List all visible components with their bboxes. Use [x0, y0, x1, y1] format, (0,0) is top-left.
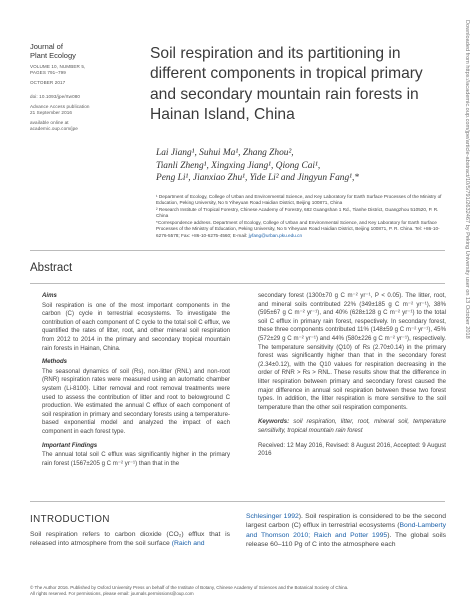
findings-heading: Important Findings — [42, 441, 98, 449]
permissions-line: All rights reserved. For permissions, please email: journals.permissions@oup.com — [30, 591, 194, 596]
author-line: Peng Li¹, Jianxiao Zhu¹, Yide Li² and Jingyun Fang¹,* — [156, 173, 359, 184]
intro-text: Soil respiration refers to carbon dioxide (CO₂) efflux that is released into atmosphere from the soil surface — [30, 531, 230, 548]
received-dates: Received: 12 May 2016, Revised: 8 August 2016, Accepted: 9 August 2016 — [258, 441, 446, 458]
findings-text-right: secondary forest (1300±70 g C m⁻² yr⁻¹, P < 0.05). The litter, root, and mineral soils contributed 22% (349±185 g C m⁻² yr⁻¹), 38% (595±67 g C m⁻² yr⁻¹), and 40% (628±128 g C m⁻² yr⁻¹) to the total soil C efflux in primary rain forest, respectively. In secondary forest, these three components contributed 11% (148±59 g C m⁻² yr⁻¹), 45% (572±29 g C m⁻² yr⁻¹) and 44% (580±226 g C m⁻² yr⁻¹), respectively. The temperature sensitivity (Q10) of Rs (2.70±0.14) in the primary forest was significantly higher than that in the secondary forest (2.34±0.12), with the Q10 values for respiration decreasing in the order of RNR > Rs > RNL. These results show that the difference in litter respiration between primary and secondary forest caused the major difference in annual soil respiration between these two forest types. In addition, the litter respiration is more sensitive to the soil temperature than the other soil respiration components. — [258, 292, 446, 411]
intro-text: ). The global soils release 60–110 Pg of C into the atmosphere each — [246, 531, 446, 549]
correspondence-text: *Correspondence address. Department of Ecology, College of Urban and Environmental Science, and Key Laboratory for Earth Surface Processes of the Ministry of Education, Peking University, No 5 Yiheyuan Road Haidian District, Beijing 100871, P. R. China. Tel: +86-10-6276-5578; Fax: +86-10-6275-4560; E-mail: — [156, 220, 440, 238]
copyright-line: © The Author 2016. Published by Oxford University Press on behalf of the Institute of Botany, Chinese Academy of Sciences and the Botanical Society of China. — [30, 585, 349, 590]
abstract-right-column — [258, 292, 446, 459]
journal-label: Journal of — [30, 42, 63, 51]
doi[interactable]: doi: 10.1093/jpe/rtw080 — [30, 93, 81, 99]
journal-url[interactable]: academic.oup.com/jpe — [30, 126, 78, 132]
journal-sidebar — [30, 42, 125, 133]
email-link[interactable]: jyfang@urban.pku.edu.cn — [248, 232, 303, 238]
correspondence — [156, 220, 446, 238]
affiliations — [156, 194, 446, 240]
methods-text: The seasonal dynamics of soil (Rs), non-litter (RNL) and non-root (RNR) respiration rates were measured using an automatic chamber system (Li-8100). Litter removal and root removal treatments were used to assess the contribution of litter and root to belowground C production. We estimated the annual C efflux of each component of soil respiration in primary and secondary forests using a temperature-based exponential model and analyzed the impact of each component in each forest type. — [42, 367, 230, 435]
aims-text: Soil respiration is one of the most important components in the carbon (C) cycle in terrestrial ecosystems. To investigate the contribution of each component of C cycle to the total soil C efflux, we quantified the rates of litter, root, and other mineral soil respiration from 2012 to 2014 in the primary and secondary tropical mountain rain forests in Hainan, China. — [42, 301, 230, 352]
abstract-heading: Abstract — [30, 262, 73, 274]
intro-right-column — [246, 512, 446, 550]
divider — [30, 283, 445, 284]
volume-info: VOLUME 10, NUMBER 5, — [30, 64, 86, 69]
citation-link[interactable]: Schlesinger 1992 — [246, 513, 299, 520]
advance-access-date: 21 September 2016 — [30, 110, 73, 116]
article-title: Soil respiration and its partitioning in different components in tropical primary and secondary mountain rain forests in Hainan Island, China — [150, 45, 423, 124]
journal-name: Plant Ecology — [30, 51, 76, 60]
citation-link[interactable]: Bond-Lamberty and Thomson 2010; Raich and Potter 1995 — [246, 522, 446, 539]
keywords-text: soil respiration, litter, root, mineral soil, temperature sensitivity, tropical mountain rain forest — [258, 418, 446, 434]
download-stamp-text: Downloaded from https://academic.oup.com/jpe/article-abstract/10/5/791/2632467 by Peking University user on 13 October 2018 — [464, 20, 470, 339]
advance-access-label: Advance Access publication — [30, 103, 90, 109]
issue-date: OCTOBER 2017 — [30, 80, 66, 86]
pages-info: PAGES 791–799 — [30, 70, 66, 76]
available-online-label: available online at — [30, 120, 69, 126]
intro-text: ). Soil respiration is considered to be the second largest carbon (C) efflux in terrestrial ecosystems ( — [246, 513, 446, 530]
download-stamp — [462, 20, 472, 592]
keywords — [258, 418, 446, 435]
aims-heading: Aims — [42, 292, 57, 299]
abstract-left-column — [42, 292, 230, 473]
divider — [30, 501, 445, 502]
intro-left-column — [30, 530, 230, 549]
affiliation-1: ¹ Department of Ecology, College of Urban and Environmental Science, and Key Laboratory for Earth Surface Processes of the Ministry of Education, Peking University, No 5 Yiheyuan Road Haidian District, Beijing 100871, China — [156, 194, 442, 206]
methods-heading: Methods — [42, 358, 68, 366]
introduction-heading: INTRODUCTION — [30, 514, 110, 525]
affiliation-2: ² Research Institute of Tropical Forestry, Chinese Academy of Forestry, 682 Guangshan 1 Rd., Tianhe District, Guangzhou 510520, P. R. China — [156, 207, 439, 219]
author-list — [156, 147, 436, 185]
keywords-label: Keywords: — [258, 418, 290, 426]
author-line: Lai Jiang¹, Suhui Ma¹, Zhang Zhou², — [156, 148, 294, 158]
divider — [30, 250, 445, 251]
citation-link[interactable]: (Raich and — [171, 540, 205, 548]
findings-text-left: The annual total soil C efflux was significantly higher in the primary rain forest (1567±205 g C m⁻² yr⁻¹) than that in the — [42, 451, 230, 467]
author-line: Tianli Zheng¹, Xingxing Jiang¹, Qiong Cai¹, — [156, 160, 321, 171]
copyright-footer — [30, 585, 450, 597]
